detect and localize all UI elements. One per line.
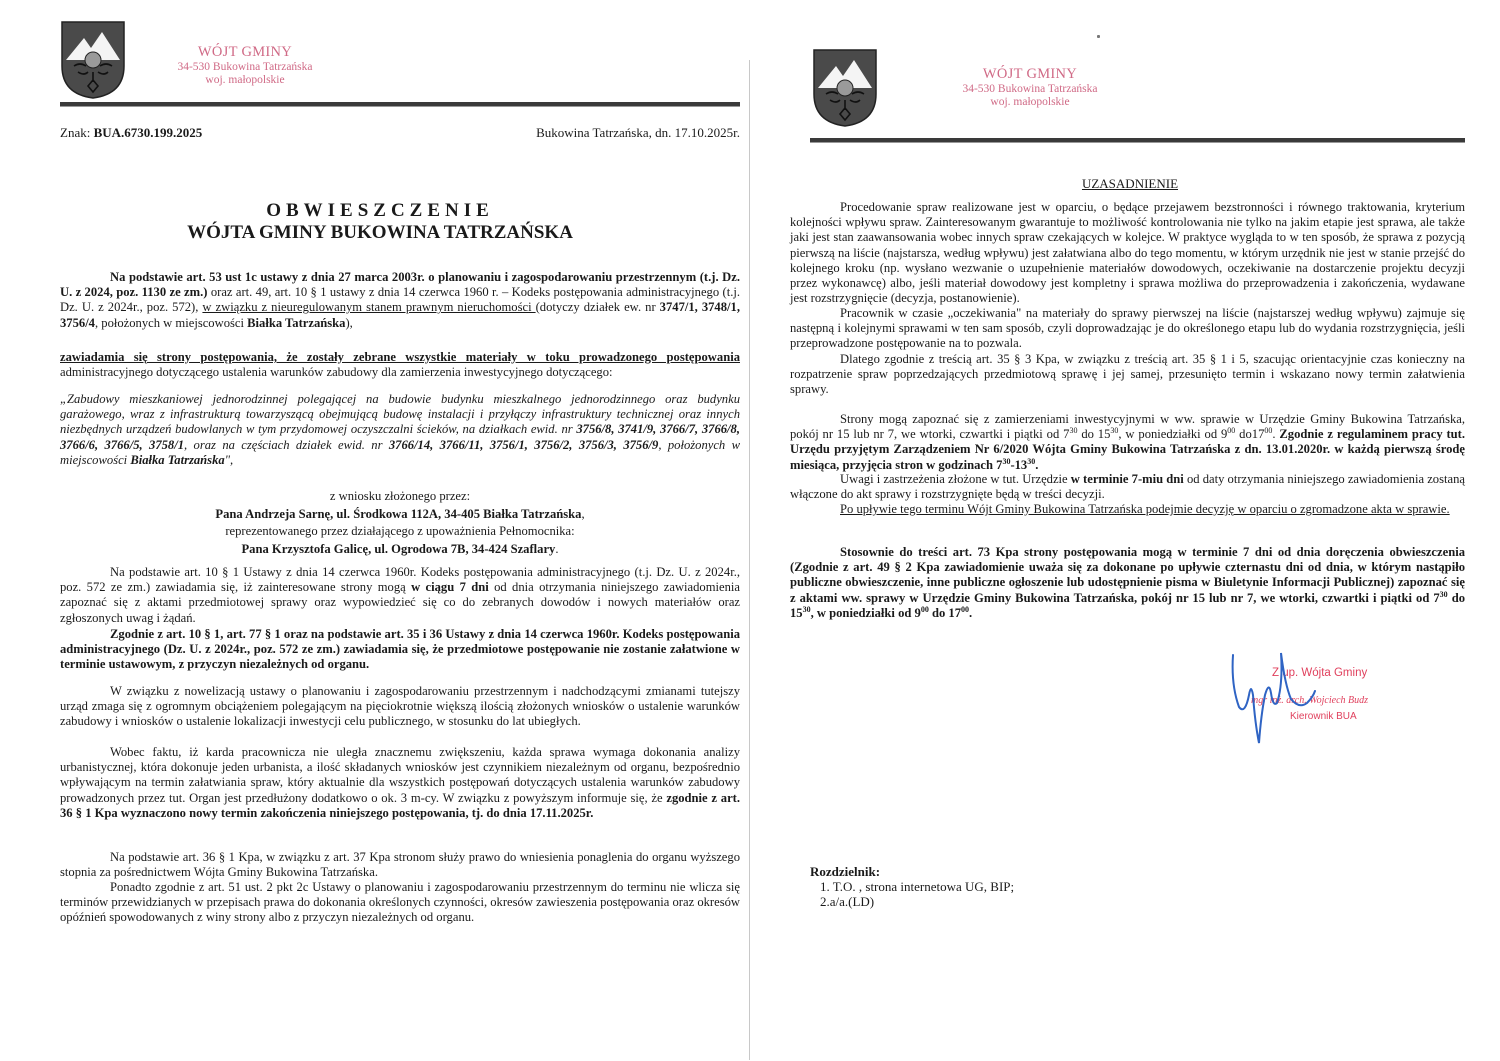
handwritten-signature — [1225, 645, 1335, 755]
notification-text: administracyjnego dotyczącego ustalenia warunków zabudowy dla zamierzenia inwestycyjnego dotyczącego: — [60, 365, 613, 380]
investment-plots: 3756/8, 3741/9, 3766/7, 3766/8, 3766/6, 3766/5, 3758/1 — [60, 422, 740, 452]
time-sup: 30 — [1027, 456, 1036, 466]
appeal-paragraph: Na podstawie art. 36 § 1 Kpa, w związku z art. 37 Kpa stronom służy prawo do wniesienia ponaglenia do organu wyższego stopnia za pośrednictwem Wójta Gminy Bukowina Tatrzańska. — [60, 850, 740, 880]
investment-text-3: , położonych w miejscowości — [60, 437, 740, 467]
office-regulation-bold: -13 — [1010, 457, 1028, 472]
letterhead-title: WÓJT GMINY — [982, 66, 1078, 82]
coat-of-arms-icon — [60, 20, 126, 100]
applicant-name: Pana Andrzeja Sarnę, ul. Środkowa 112A, 34-405 Białka Tatrzańska — [215, 506, 582, 521]
letterhead-region: woj. małopolskie — [205, 73, 285, 86]
applicant-intro: z wniosku złożonego przez: — [329, 489, 471, 503]
new-deadline-paragraph — [60, 745, 740, 821]
header-rule — [810, 138, 1465, 143]
time-sup: 30 — [802, 604, 811, 614]
reference-number — [60, 125, 202, 141]
time-sup: 00 — [1227, 426, 1236, 436]
justification-heading: UZASADNIENIE — [1081, 176, 1179, 191]
time-sup: 30 — [1110, 426, 1119, 436]
reference-value: BUA.6730.199.2025 — [93, 125, 203, 140]
investment-plot-parts: 3766/14, 3766/11, 3756/1, 3756/2, 3756/3, 3756/9 — [388, 437, 659, 452]
letterhead-address: 34-530 Bukowina Tatrzańska — [177, 60, 313, 73]
art73-text: do 17 — [928, 605, 962, 620]
objections-paragraph — [790, 472, 1465, 502]
legal-basis-underlined: w związku z nieuregulowanym stanem prawnym nieruchomości — [202, 300, 536, 315]
legal-basis-text-4: ), — [345, 315, 353, 330]
office-hours-text: do 15 — [1077, 427, 1111, 442]
legal-basis-paragraph — [60, 270, 740, 331]
notification-paragraph — [60, 350, 740, 380]
letterhead-title: WÓJT GMINY — [197, 44, 293, 60]
time-sup: 30 — [1069, 426, 1078, 436]
distribution-heading: Rozdzielnik: — [810, 864, 881, 879]
art73-text: , w poniedziałki od 9 — [810, 605, 921, 620]
decision-paragraph: Po upływie tego terminu Wójt Gminy Bukowina Tatrzańska podejmie decyzję w oparciu o zgromadzone akta w sprawie. — [840, 502, 1450, 516]
applicant-name-end: , — [581, 506, 585, 521]
office-hours-text: Strony mogą zapoznać się z zamierzeniami inwestycyjnymi w ww. sprawie w Urzędzie Gminy Bukowina Tatrzańska, pokój nr 15 lub nr 7, we wtorki, czwartki i piątki od 7 — [790, 412, 1465, 442]
investment-text: „Zabudowy mieszkaniowej jednorodzinnej polegającej na budowie budynku mieszkalnego jednorodzinnego oraz budynku garażowego, wraz z infrastrukturą towarzyszącą obejmującą budowę instalacji i przyłączy infrastruktury technicznej oraz innych niezbędnych urządzeń budowlanych w tym przydomowej oczyszczalni ścieków, na działkach ewid. nr — [60, 392, 740, 437]
legal-basis-text: oraz art. 49, art. 10 § 1 ustawy z dnia 14 czerwca 1960 r. – Kodeks postępowania administracyjnego (t.j. Dz. U. z 2024r., poz. 572), — [60, 285, 740, 315]
new-deadline-text: Wobec faktu, iż karda pracownicza nie uległa znacznemu zwiększeniu, każda sprawa wymaga dokonania analizy urbanistycznej, która dokonuje jeden urbanista, a ilość składanych wniosków jest czynnikiem niezależnym od organu, bezpośrednio wpływającym na termin załatwiania spraw, który aktualnie dla wszystkich postępowań dotyczących ustalenia warunków zabudowy prowadzonych przez tut. Organ jest przedłużony dodatkowo o ok. 3 m-cy. W związku z powyższym informuje się, że — [60, 745, 740, 805]
office-regulation-bold: Zgodnie z regulaminem pracy tut. Urzędu przyjętym Zarządzeniem Nr 6/2020 Wójta Gminy Bukowina Tatrzańska z dn. 13.01.2020r. w każdą pierwszą środę miesiąca, przyjęcia stron w godzinach 7 — [790, 427, 1466, 472]
scan-speck — [1097, 35, 1100, 38]
distribution-item: 2.a/a.(LD) — [820, 894, 875, 910]
time-sup: 30 — [1002, 456, 1011, 466]
coat-of-arms-icon — [812, 48, 878, 128]
justification-paragraph-2: Pracownik w czasie „oczekiwania" na materiały do sprawy pierwszej na liście (najstarszej według wpływu) zajmuje się następną i kolejnymi sprawami w ten sam sposób, czyli doprowadzając je do określonego etapu lub do wydania rozstrzygnięcia, jeśli przeprowadzone postępowanie na to pozwala. — [790, 306, 1465, 351]
legal-basis-bold: Na podstawie art. 53 ust 1c ustawy z dnia 27 marca 2003r. o planowaniu i zagospodarowaniu przestrzennym (t.j. Dz. U. z 2024, poz. 1130 ze zm.) — [60, 270, 740, 300]
art73-text: . — [969, 605, 973, 620]
time-sup: 00 — [920, 604, 929, 614]
objections-deadline: w terminie 7-miu dni — [1070, 472, 1184, 486]
letterhead — [155, 44, 335, 87]
time-sup: 30 — [1439, 589, 1448, 599]
investment-description — [60, 392, 740, 468]
office-regulation-bold: . — [1035, 457, 1039, 472]
applicant-block — [60, 488, 740, 558]
representative-name-end: . — [555, 541, 559, 556]
representative-name: Pana Krzysztofa Galicę, ul. Ogrodowa 7B, 34-424 Szaflary — [241, 541, 556, 556]
art73-text: Stosownie do treści art. 73 Kpa strony postępowania mogą w terminie 7 dni od dnia doręczenia obwieszczenia (Zgodnie z art. 49 § 2 Kpa zawiadomienie uważa się za dokonane po upływie czternastu dni od dnia, w którym nastąpiło publiczne obwieszczenie, inne publiczne ogłoszenie lub udostępnienie pisma w Biuletynie Informacji Publicznej) zapoznać się z aktami ww. sprawy w Urzędzie Gminy Bukowina Tatrzańska, pokój nr 15 lub nr 7, we wtorki, czwartki i piątki od 7 — [790, 545, 1465, 605]
legal-basis-text-2: (dotyczy działek ew. nr — [535, 300, 660, 315]
time-sup: 00 — [961, 604, 970, 614]
signature-stamp — [1225, 645, 1455, 765]
office-hours-text: do17 — [1235, 427, 1265, 442]
justification-paragraph-3: Dlatego zgodnie z treścią art. 35 § 3 Kpa, w związku z treścią art. 35 § 1 i 5, szacując orientacyjnie czas konieczny na rozpatrzenie spraw poprzedzających przedmiotową sprawę i jej samej, przesunięto termin i wskazano nowy termin załatwienia sprawy. — [790, 352, 1465, 397]
review-rights-text-2: od dnia otrzymania niniejszego zawiadomienia zapoznać się z aktami przedmiotowej sprawy oraz wypowiedzieć się co do zebranych dowodów i nowych materiałów oraz zgłoszonych uwag i żądań. — [60, 580, 740, 625]
place-date: Bukowina Tatrzańska, dn. 17.10.2025r. — [536, 125, 740, 140]
review-rights-paragraph — [60, 565, 740, 626]
legal-basis-text-3: , położonych w miejscowości — [94, 315, 248, 330]
exclusions-paragraph: Ponadto zgodnie z art. 51 ust. 2 pkt 2c Ustawy o planowaniu i zagospodarowaniu przestrzennym do terminu nie wlicza się terminów przewidzianych w przepisach prawa do dokonania określonych czynności, okresów zawieszenia postępowania oraz okresów opóźnień spowodowanych z winy strony albo z przyczyn niezależnych od organu. — [60, 880, 740, 925]
time-sup: 00 — [1264, 426, 1273, 436]
stamp-line-2: mgr inż. arch. Wojciech Budz — [1251, 695, 1369, 706]
delay-notice-paragraph: Zgodnie z art. 10 § 1, art. 77 § 1 oraz na podstawie art. 35 i 36 Ustawy z dnia 14 czerwca 1960r. Kodeks postępowania administracyjnego (Dz. U. z 2024r., poz. 572 ze zm.) zawiadamia się, że przedmiotowe postępowanie nie zostanie załatwione w terminie ustawowym, z przyczyn niezależnych od organu. — [60, 627, 740, 672]
letterhead — [945, 66, 1115, 109]
art73-text: do 15 — [790, 590, 1466, 620]
representative-intro: reprezentowanego przez działającego z upoważnienia Pełnomocnika: — [225, 524, 575, 538]
new-deadline-bold: zgodnie z art. 36 § 1 Kpa wyznaczono nowy termin zakończenia niniejszego postępowania, tj. do dnia 17.11.2025r. — [60, 790, 741, 820]
notification-bold: zawiadamia się strony postępowania, że zostały zebrane wszystkie materiały w toku prowadzonego postępowania — [60, 350, 740, 364]
distribution-item: 1. T.O. , strona internetowa UG, BIP; — [820, 879, 1015, 895]
page-divider — [749, 60, 750, 1060]
art73-paragraph — [790, 545, 1465, 621]
review-deadline: w ciągu 7 dni — [411, 580, 489, 595]
plot-numbers: 3747/1, 3748/1, 3756/4 — [60, 300, 740, 330]
investment-text-4: ", — [224, 452, 234, 467]
office-hours-paragraph — [790, 412, 1465, 473]
locality: Białka Tatrzańska — [247, 315, 346, 330]
investment-locality: Białka Tatrzańska — [130, 452, 225, 467]
header-rule — [60, 102, 740, 107]
letterhead-region: woj. małopolskie — [990, 95, 1070, 108]
letterhead-address: 34-530 Bukowina Tatrzańska — [962, 82, 1098, 95]
investment-text-2: , oraz na częściach działek ewid. nr — [184, 437, 389, 452]
review-rights-text: Na podstawie art. 10 § 1 Ustawy z dnia 14 czerwca 1960r. Kodeks postępowania administracyjnego (t.j. Dz. U. z 2024r., poz. 572 ze zm.) zawiadamia się, iż zainteresowane strony mogą — [60, 565, 740, 595]
office-hours-text: , w poniedziałki od 9 — [1118, 427, 1228, 442]
justification-paragraph-1: Procedowanie spraw realizowane jest w oparciu, o będące przejawem bezstronności i równego traktowania, kryterium kolejności wpływu spraw. Zainteresowanym gwarantuje to możliwość kontrolowania nie tylko na jakim etapie jest sprawa, ale także jaki jest stan zaawansowania wobec innych spraw czekających w kolejce. W praktyce wygląda to w ten sposób, że sprawa z pozycją pierwszą na liście (najstarsza, według wpływu) jest załatwiana albo do tego momentu, w którym urzędnik nie jest w stanie przejść do kolejnego kroku (np. wysłano wezwanie o uzupełnienie materiałów dowodowych, oczekiwanie na dostarczenie projektu decyzji przez wykonawcę) albo, jeśli materiał dowodowy jest kompletny i sprawa możliwa do przeprowadzenia i zakończenia, wydawane jest rozstrzygnięcie (decyzja, postanowienie). — [790, 200, 1465, 306]
objections-text-2: od daty otrzymania niniejszego zawiadomienia zostaną włączone do akt sprawy i rozstrzygnięte będą w treści decyzji. — [790, 472, 1465, 502]
workload-paragraph: W związku z nowelizacją ustawy o planowaniu i zagospodarowaniu przestrzennym i nadchodzącymi zmianami tutejszy urząd zmaga się z ogromnym obciążeniem polegającym na pięciokrotnie większą ilością złożonych wniosków o ustalenie warunków zabudowy i wniosków o ustalenie lokalizacji inwestycji celu publicznego, w stosunku do lat ubiegłych. — [60, 684, 740, 729]
stamp-line-1: Z up. Wójta Gminy — [1272, 667, 1368, 679]
notice-title: OBWIESZCZENIE — [266, 200, 494, 221]
reference-label: Znak: — [60, 125, 91, 140]
distribution-list — [810, 864, 1210, 910]
notice-subtitle: WÓJTA GMINY BUKOWINA TATRZAŃSKA — [187, 222, 573, 243]
objections-text: Uwagi i zastrzeżenia złożone w tut. Urzędzie — [840, 472, 1071, 486]
stamp-line-3: Kierownik BUA — [1290, 711, 1357, 722]
office-hours-text: . — [1272, 427, 1280, 442]
